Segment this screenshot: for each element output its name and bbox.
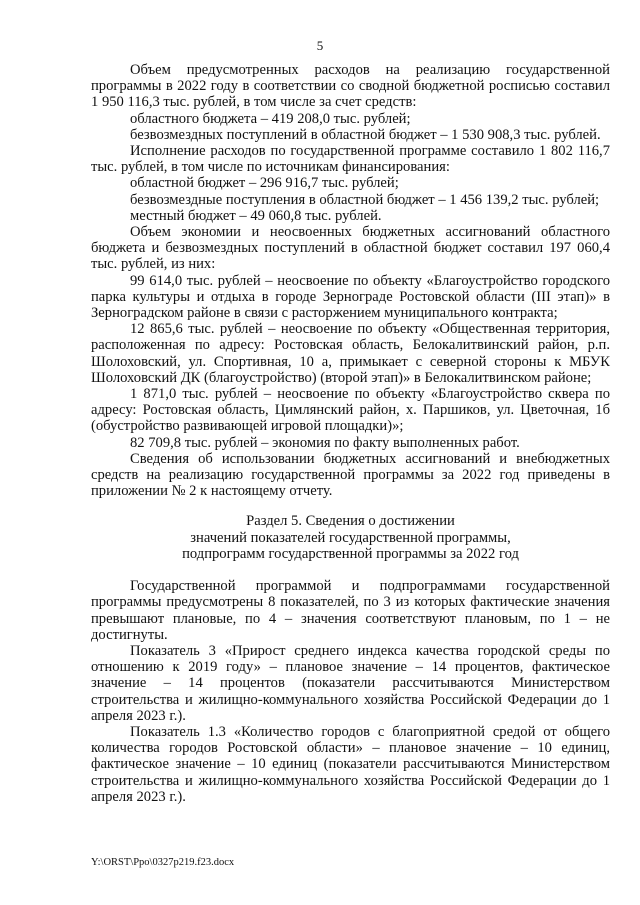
section-heading-line-2: значений показателей государственной программы, (190, 529, 511, 546)
paragraph-indicators-summary: Государственной программой и подпрограммами государственной программы предусмотрены 8 показателей, по 3 из которых фактические значения превышают плановые, по 4 – значения соответствуют плановым, по 1 – не достигнуты. (91, 578, 610, 643)
paragraph-indicator-3: Показатель 3 «Прирост среднего индекса качества городской среды по отношению к 2019 году» – плановое значение – 14 процентов, фактическое значение – 14 процентов (показатели рассчитываются Министерством строительства и жилищно-коммунального хозяйства Российской Федерации до 1 апреля 2023 г.). (91, 642, 610, 724)
paragraph-execution: Исполнение расходов по государственной программе составило 1 802 116,7 тыс. рублей, в том числе по источникам финансирования: (91, 143, 610, 176)
paragraph-savings-economy: 82 709,8 тыс. рублей – экономия по факту выполненных работ. (130, 434, 520, 451)
paragraph-savings-sholokhovsky: 12 865,6 тыс. рублей – неосвоение по объекту «Общественная территория, расположенная по адресу: Ростовская область, Белокалитвинский район, р.п. Шолоховский, ул. Спортивная, 10 а, примыкает с северной стороны к МБУК Шолоховский ДК (благоустройство) (второй этап)» в Белокалитвинском районе; (91, 321, 610, 386)
paragraph-savings-tsimlyansk: 1 871,0 тыс. рублей – неосвоение по объекту «Благоустройство сквера по адресу: Ростовская область, Цимлянский район, х. Паршиков, ул. Цветочная, 1б (обустройство развивающей игровой площадки)»; (91, 386, 610, 435)
section-heading-line-3: подпрограмм государственной программы за 2022 год (182, 545, 519, 562)
paragraph-exec-local: местный бюджет – 49 060,8 тыс. рублей. (130, 207, 382, 224)
paragraph-savings: Объем экономии и неосвоенных бюджетных ассигнований областного бюджета и безвозмездных поступлений в областной бюджет составил 197 060,4 тыс. рублей, из них: (91, 224, 610, 273)
paragraph-appendix-reference: Сведения об использовании бюджетных ассигнований и внебюджетных средств на реализацию государственной программы за 2022 год приведены в приложении № 2 к настоящему отчету. (91, 450, 610, 500)
section-heading-line-1: Раздел 5. Сведения о достижении (246, 513, 455, 530)
paragraph-savings-zernograd: 99 614,0 тыс. рублей – неосвоение по объекту «Благоустройство городского парка культуры и отдыха в городе Зернограде Ростовской области (III этап)» в Зерноградском районе в связи с расторжением муниципального контракта; (91, 272, 610, 322)
page-number: 5 (316, 38, 324, 53)
document-body (91, 62, 610, 805)
paragraph-exec-regional: областной бюджет – 296 916,7 тыс. рублей; (130, 175, 399, 192)
paragraph-exec-gratuitous: безвозмездные поступления в областной бюджет – 1 456 139,2 тыс. рублей; (130, 191, 600, 208)
paragraph-regional-budget: областного бюджета – 419 208,0 тыс. рублей; (130, 110, 411, 127)
footer-file-path: Y:\ORST\Ppo\0327p219.f23.docx (91, 857, 235, 868)
section-heading (91, 513, 610, 562)
paragraph-indicator-1-3: Показатель 1.3 «Количество городов с благоприятной средой от общего количества городов Ростовской области» – плановое значение – 10 единиц, фактическое значение – 10 единиц (показатели рассчитываются Министерством строительства и жилищно-коммунального хозяйства Российской Федерации до 1 апреля 2023 г.). (91, 723, 610, 805)
paragraph-gratuitous-receipts: безвозмездных поступлений в областной бюджет – 1 530 908,3 тыс. рублей. (130, 126, 601, 143)
paragraph-budget-plan: Объем предусмотренных расходов на реализацию государственной программы в 2022 году в соответствии со сводной бюджетной росписью составил 1 950 116,3 тыс. рублей, в том числе за счет средств: (91, 62, 610, 111)
